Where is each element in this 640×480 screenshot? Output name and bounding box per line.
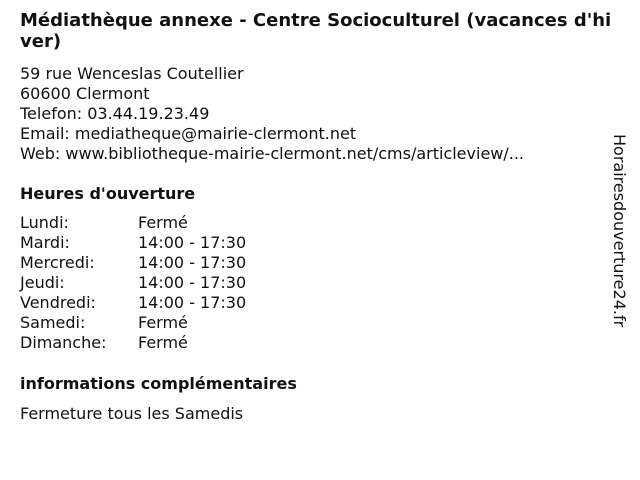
hours-value: 14:00 - 17:30	[138, 273, 247, 292]
additional-info-heading: informations complémentaires	[20, 374, 297, 393]
hours-row-sunday	[20, 333, 246, 353]
day-label: Mercredi:	[20, 253, 95, 272]
phone-number: Telefon: 03.44.19.23.49	[20, 104, 210, 123]
page-title: Médiathèque annexe - Centre Socioculturel (vacances d'hiver)	[20, 10, 612, 52]
address-block	[20, 64, 524, 164]
hours-row-thursday	[20, 273, 246, 293]
hours-row-saturday	[20, 313, 246, 333]
email-address: Email: mediatheque@mairie-clermont.net	[20, 124, 357, 143]
hours-row-monday	[20, 213, 246, 233]
hours-row-wednesday	[20, 253, 246, 273]
hours-value: 14:00 - 17:30	[138, 233, 247, 252]
hours-value: 14:00 - 17:30	[138, 253, 247, 272]
day-label: Dimanche:	[20, 333, 107, 352]
street-address: 59 rue Wenceslas Coutellier	[20, 64, 244, 83]
website-link[interactable]: Web: www.bibliotheque-mairie-clermont.net/cms/articleview/...	[20, 144, 525, 163]
site-watermark: Horairesdouverture24.fr	[610, 134, 629, 328]
day-label: Lundi:	[20, 213, 69, 232]
city-postcode: 60600 Clermont	[20, 84, 150, 103]
hours-value: Fermé	[138, 313, 188, 332]
day-label: Jeudi:	[20, 273, 65, 292]
opening-hours-heading: Heures d'ouverture	[20, 184, 196, 203]
hours-value: 14:00 - 17:30	[138, 293, 247, 312]
hours-row-tuesday	[20, 233, 246, 253]
hours-value: Fermé	[138, 213, 188, 232]
day-label: Samedi:	[20, 313, 86, 332]
hours-value: Fermé	[138, 333, 188, 352]
day-label: Mardi:	[20, 233, 70, 252]
opening-hours-table	[20, 213, 246, 353]
hours-row-friday	[20, 293, 246, 313]
additional-info-text: Fermeture tous les Samedis	[20, 404, 244, 423]
day-label: Vendredi:	[20, 293, 96, 312]
